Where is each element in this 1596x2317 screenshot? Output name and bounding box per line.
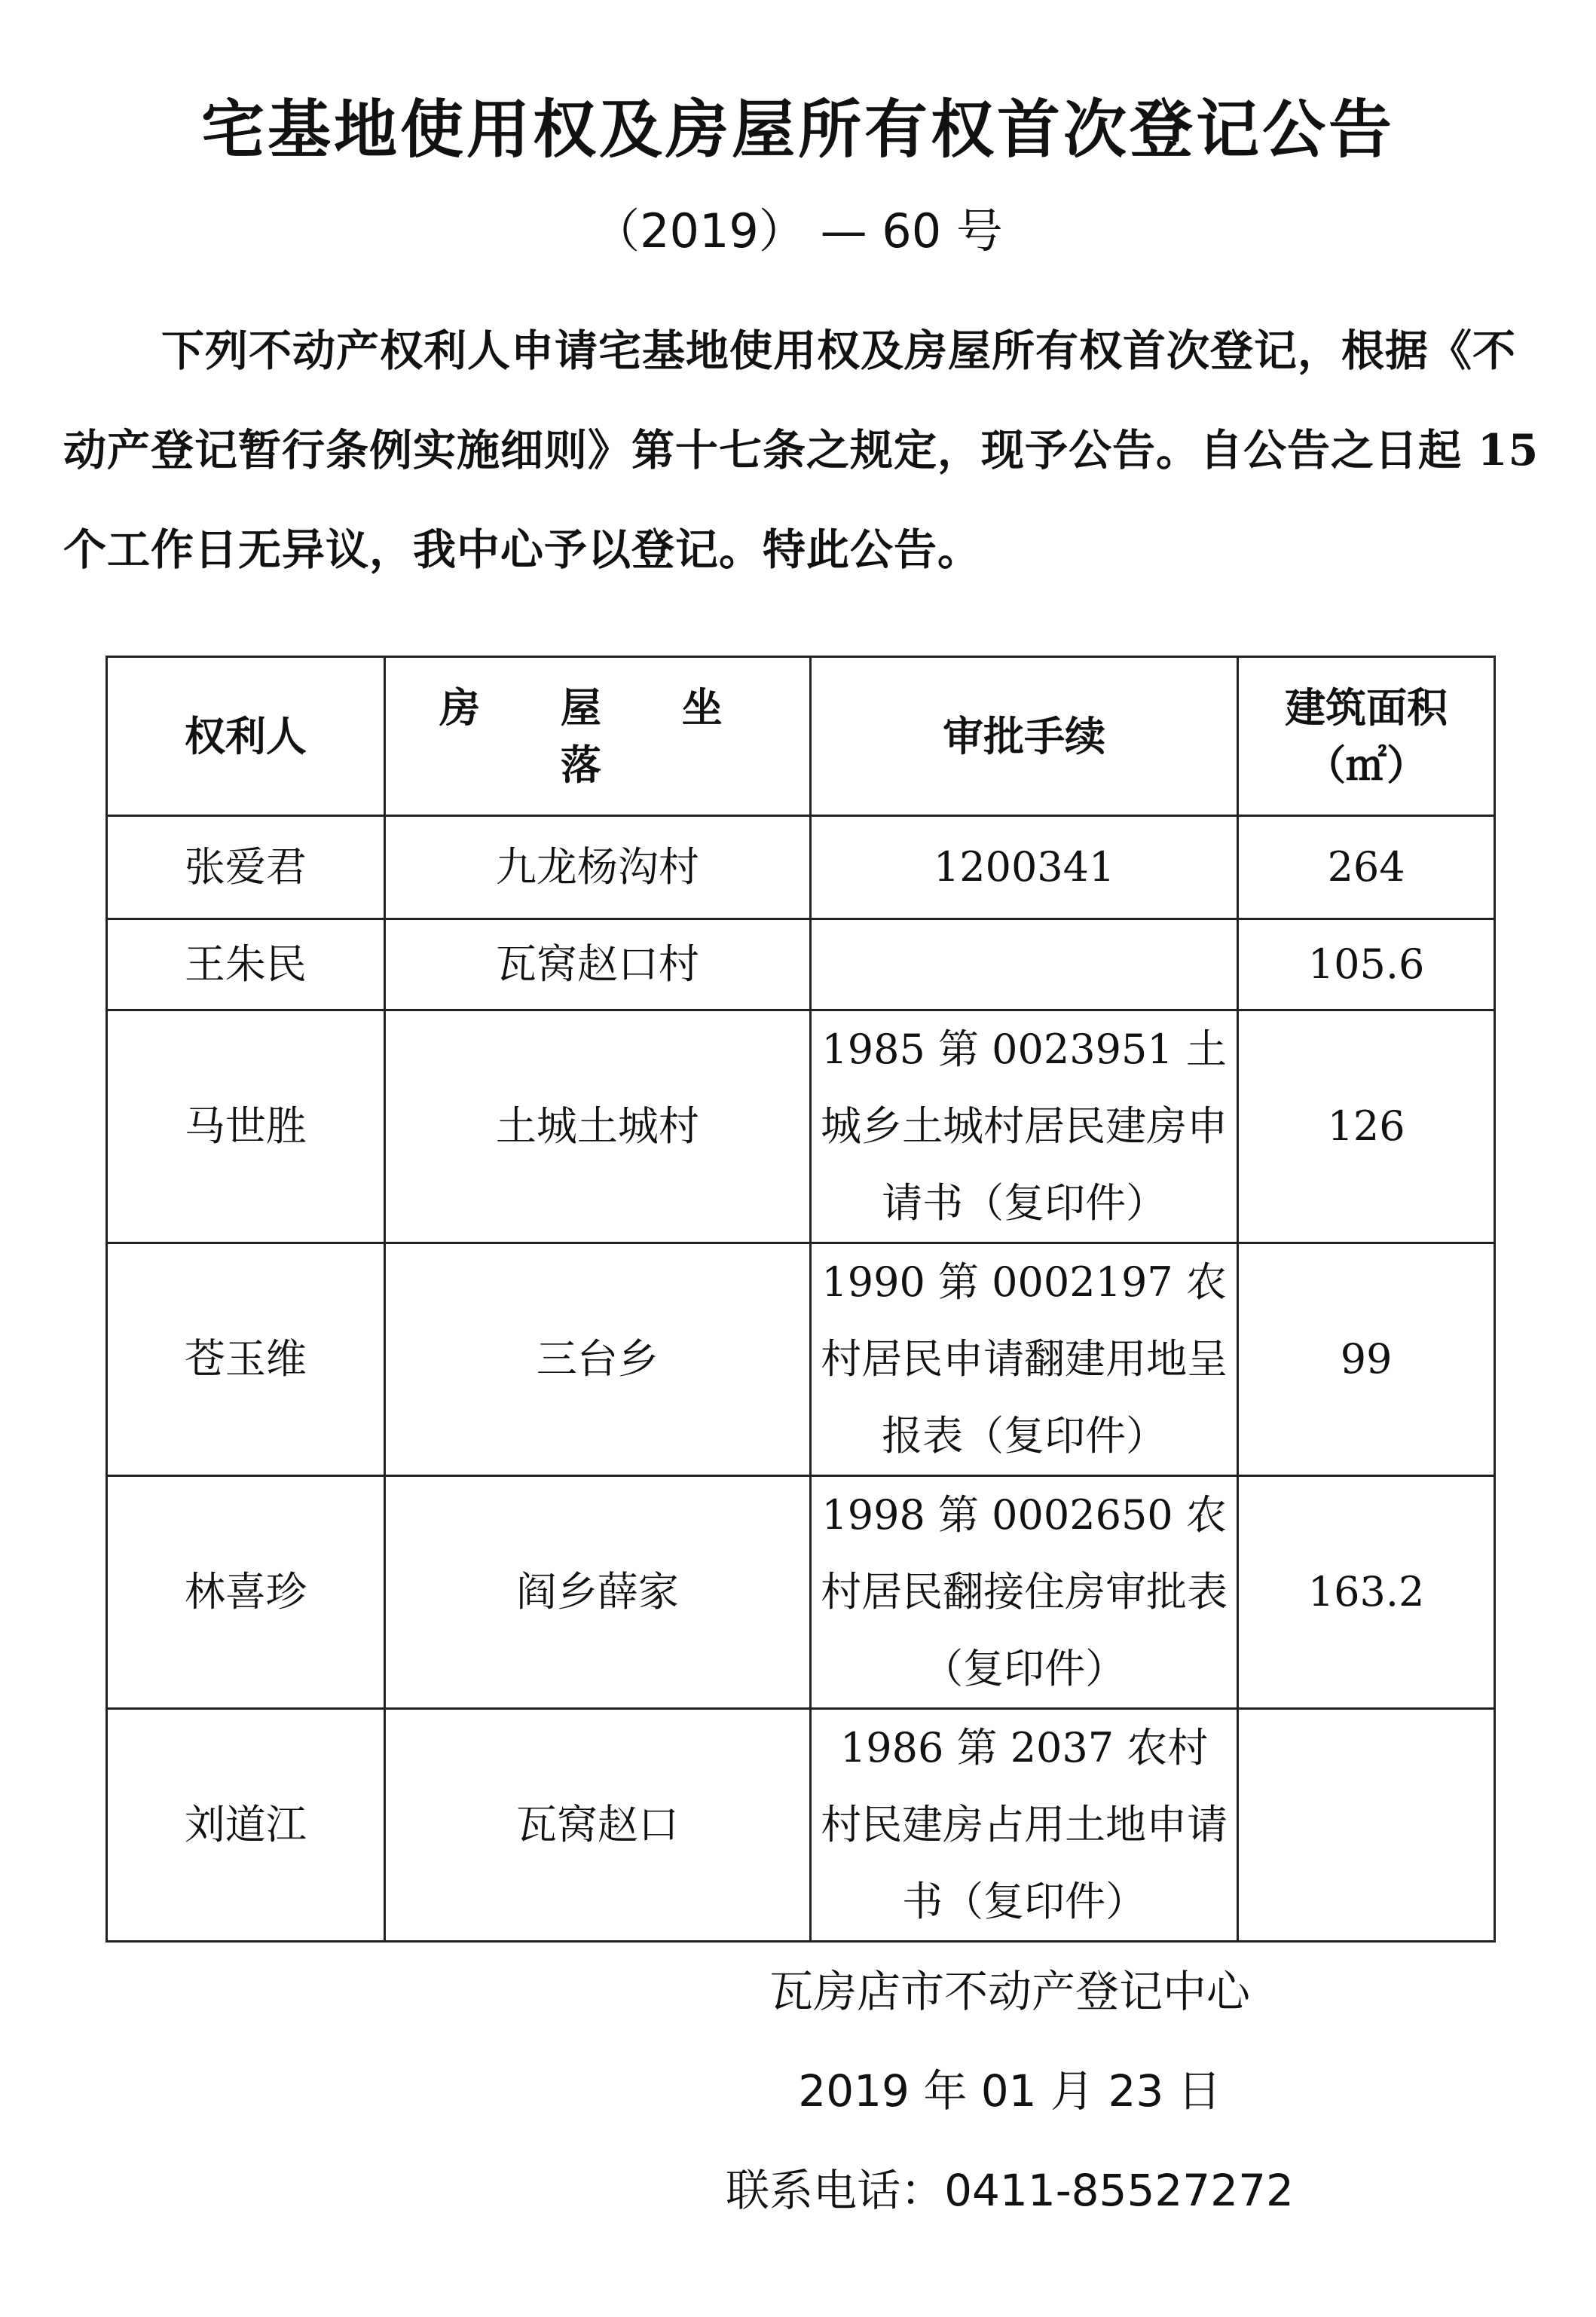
- header-owner: 权利人: [107, 657, 385, 816]
- table-header-row: [107, 657, 1495, 816]
- notice-body: 下列不动产权利人申请宅基地使用权及房屋所有权首次登记，根据《不动产登记暂行条例实施细则》第十七条之规定，现予公告。自公告之日起 15 个工作日无异议，我中心予以登记。特此公告。: [63, 326, 1539, 575]
- owner-cell: 林喜珍: [107, 1476, 385, 1709]
- approval-cell: 1200341: [811, 816, 1238, 919]
- owner-cell: 张爱君: [107, 816, 385, 919]
- owner-cell: 王朱民: [107, 919, 385, 1010]
- table-row: [107, 919, 1495, 1010]
- approval-cell: 1985 第 0023951 土城乡土城村居民建房申请书（复印件）: [811, 1010, 1238, 1243]
- table-row: [107, 816, 1495, 919]
- header-location: 房 屋 坐 落: [384, 657, 810, 816]
- issuing-organization: 瓦房店市不动产登记中心: [769, 1966, 1250, 2017]
- location-cell: 土城土城村: [384, 1010, 810, 1243]
- issue-date: 2019 年 01 月 23 日: [798, 2065, 1221, 2117]
- area-cell: [1238, 1709, 1495, 1942]
- area-cell: 99: [1238, 1243, 1495, 1476]
- approval-cell: [811, 919, 1238, 1010]
- header-approval: 审批手续: [811, 657, 1238, 816]
- notice-title: 宅基地使用权及房屋所有权首次登记公告: [200, 93, 1395, 167]
- registration-table: [105, 656, 1496, 1943]
- area-cell: 163.2: [1238, 1476, 1495, 1709]
- approval-cell: 1990 第 0002197 农村居民申请翻建用地呈报表（复印件）: [811, 1243, 1238, 1476]
- table-row: [107, 1476, 1495, 1709]
- location-cell: 瓦窝赵口: [384, 1709, 810, 1942]
- approval-cell: 1998 第 0002650 农村居民翻接住房审批表（复印件）: [811, 1476, 1238, 1709]
- document-number: （2019） — 60 号: [593, 203, 1003, 258]
- approval-cell: 1986 第 2037 农村村民建房占用土地申请书（复印件）: [811, 1709, 1238, 1942]
- header-area: 建筑面积（㎡）: [1238, 657, 1495, 816]
- location-cell: 瓦窝赵口村: [384, 919, 810, 1010]
- location-cell: 阎乡薛家: [384, 1476, 810, 1709]
- location-cell: 九龙杨沟村: [384, 816, 810, 919]
- location-cell: 三台乡: [384, 1243, 810, 1476]
- area-cell: 126: [1238, 1010, 1495, 1243]
- table-row: [107, 1010, 1495, 1243]
- area-cell: 105.6: [1238, 919, 1495, 1010]
- table-row: [107, 1243, 1495, 1476]
- owner-cell: 马世胜: [107, 1010, 385, 1243]
- table-row: [107, 1709, 1495, 1942]
- contact-phone: 联系电话：0411-85527272: [726, 2165, 1294, 2216]
- owner-cell: 刘道江: [107, 1709, 385, 1942]
- area-cell: 264: [1238, 816, 1495, 919]
- owner-cell: 苍玉维: [107, 1243, 385, 1476]
